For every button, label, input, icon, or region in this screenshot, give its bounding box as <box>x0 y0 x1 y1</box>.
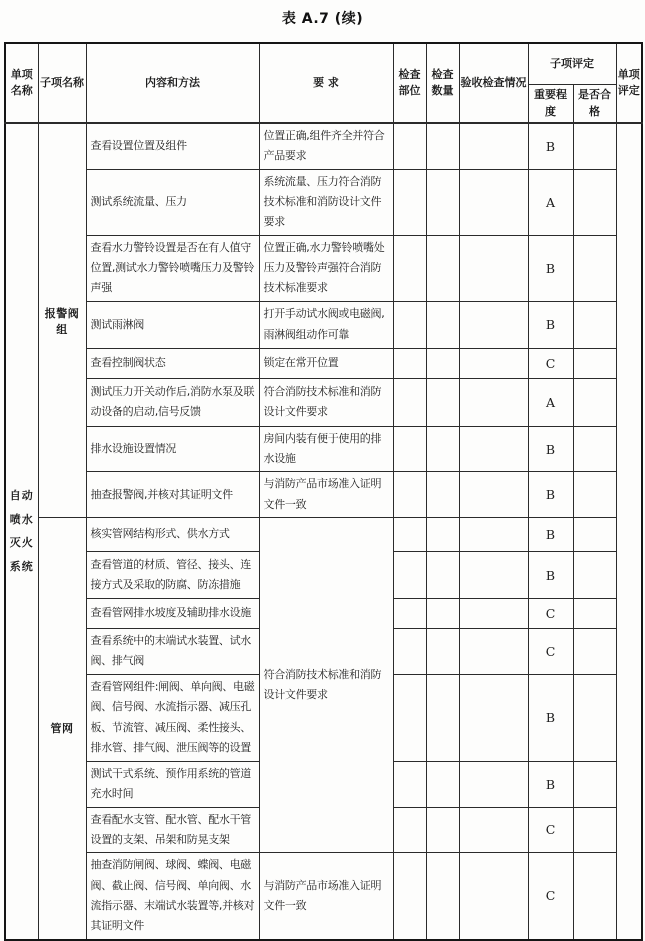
check-location-cell <box>393 301 426 348</box>
importance-grade-cell: C <box>528 853 573 940</box>
content-method-cell: 测试干式系统、预作用系统的管道充水时间 <box>86 761 259 807</box>
importance-grade-cell: B <box>528 301 573 348</box>
content-method-cell: 测试雨淋阀 <box>86 301 259 348</box>
importance-grade-cell: A <box>528 169 573 235</box>
check-quantity-cell <box>426 348 459 378</box>
check-quantity-cell <box>426 426 459 472</box>
importance-grade-cell: B <box>528 552 573 599</box>
acceptance-status-cell <box>459 123 528 169</box>
qualified-cell <box>573 235 616 301</box>
qualified-cell <box>573 378 616 426</box>
check-quantity-cell <box>426 123 459 169</box>
check-location-cell <box>393 235 426 301</box>
check-location-cell <box>393 123 426 169</box>
col-header-check-quantity: 检查数量 <box>426 43 459 123</box>
acceptance-status-cell <box>459 761 528 807</box>
importance-grade-cell: B <box>528 123 573 169</box>
col-header-check-location: 检查部位 <box>393 43 426 123</box>
acceptance-status-cell <box>459 378 528 426</box>
acceptance-status-cell <box>459 235 528 301</box>
check-quantity-cell <box>426 674 459 761</box>
qualified-cell <box>573 123 616 169</box>
table-title: 表 A.7 (续) <box>281 11 364 27</box>
requirement-cell: 房间内装有便于使用的排水设施 <box>259 426 393 472</box>
subitem-name: 管网 <box>38 518 86 940</box>
content-method-cell: 查看控制阀状态 <box>86 348 259 378</box>
content-method-cell: 查看系统中的末端试水装置、试水阀、排气阀 <box>86 629 259 675</box>
table-row <box>5 123 642 169</box>
acceptance-status-cell <box>459 301 528 348</box>
table-row <box>5 235 642 301</box>
shared-requirement-cell: 符合消防技术标准和消防设计文件要求 <box>259 518 393 853</box>
check-location-cell <box>393 853 426 940</box>
qualified-cell <box>573 301 616 348</box>
col-header-subitem-name: 子项名称 <box>38 43 86 123</box>
acceptance-status-cell <box>459 472 528 518</box>
check-location-cell <box>393 629 426 675</box>
importance-grade-cell: B <box>528 235 573 301</box>
importance-grade-cell: B <box>528 674 573 761</box>
qualified-cell <box>573 518 616 552</box>
importance-grade-cell: B <box>528 518 573 552</box>
check-quantity-cell <box>426 629 459 675</box>
table-body <box>5 123 642 940</box>
qualified-cell <box>573 853 616 940</box>
acceptance-inspection-table <box>4 42 643 941</box>
acceptance-status-cell <box>459 853 528 940</box>
content-method-cell: 抽查消防闸阀、球阀、蝶阀、电磁阀、截止阀、信号阀、单向阀、水流指示器、末端试水装置等,并核对其证明文件 <box>86 853 259 940</box>
unit-name-line: 喷水 <box>9 512 34 526</box>
check-location-cell <box>393 761 426 807</box>
importance-grade-cell: C <box>528 599 573 629</box>
table-row <box>5 426 642 472</box>
col-header-acceptance-status: 验收检查情况 <box>459 43 528 123</box>
content-method-cell: 查看管网排水坡度及辅助排水设施 <box>86 599 259 629</box>
table-row <box>5 348 642 378</box>
qualified-cell <box>573 599 616 629</box>
content-method-cell: 测试压力开关动作后,消防水泵及联动设备的启动,信号反馈 <box>86 378 259 426</box>
unit-name <box>5 123 38 940</box>
check-location-cell <box>393 169 426 235</box>
importance-grade-cell: C <box>528 807 573 853</box>
col-header-unit-eval: 单项评定 <box>616 43 642 123</box>
check-quantity-cell <box>426 169 459 235</box>
check-location-cell <box>393 807 426 853</box>
check-quantity-cell <box>426 378 459 426</box>
check-location-cell <box>393 599 426 629</box>
check-quantity-cell <box>426 853 459 940</box>
table-row <box>5 853 642 940</box>
importance-grade-cell: C <box>528 348 573 378</box>
importance-grade-cell: A <box>528 378 573 426</box>
qualified-cell <box>573 348 616 378</box>
check-location-cell <box>393 378 426 426</box>
check-location-cell <box>393 552 426 599</box>
importance-grade-cell: B <box>528 426 573 472</box>
content-method-cell: 抽查报警阀,并核对其证明文件 <box>86 472 259 518</box>
content-method-cell: 查看设置位置及组件 <box>86 123 259 169</box>
check-quantity-cell <box>426 552 459 599</box>
requirement-cell: 与消防产品市场准入证明文件一致 <box>259 472 393 518</box>
requirement-cell: 符合消防技术标准和消防设计文件要求 <box>259 378 393 426</box>
content-method-cell: 查看水力警铃设置是否在有人值守位置,测试水力警铃喷嘴压力及警铃声强 <box>86 235 259 301</box>
acceptance-status-cell <box>459 169 528 235</box>
qualified-cell <box>573 807 616 853</box>
col-header-unit-name: 单项名称 <box>5 43 38 123</box>
table-row <box>5 301 642 348</box>
check-location-cell <box>393 518 426 552</box>
check-quantity-cell <box>426 599 459 629</box>
requirement-cell: 锁定在常开位置 <box>259 348 393 378</box>
requirement-cell: 与消防产品市场准入证明文件一致 <box>259 853 393 940</box>
col-header-requirement: 要 求 <box>259 43 393 123</box>
qualified-cell <box>573 761 616 807</box>
content-method-cell: 查看配水支管、配水管、配水干管设置的支架、吊架和防晃支架 <box>86 807 259 853</box>
acceptance-status-cell <box>459 674 528 761</box>
importance-grade-cell: B <box>528 761 573 807</box>
content-method-cell: 查看管网组件:闸阀、单向阀、电磁阀、信号阀、水流指示器、减压孔板、节流管、减压阀、柔性接头、排水管、排气阀、泄压阀等的设置 <box>86 674 259 761</box>
requirement-cell: 位置正确,水力警铃喷嘴处压力及警铃声强符合消防技术标准要求 <box>259 235 393 301</box>
check-quantity-cell <box>426 807 459 853</box>
table-row <box>5 169 642 235</box>
content-method-cell: 测试系统流量、压力 <box>86 169 259 235</box>
requirement-cell: 位置正确,组件齐全并符合产品要求 <box>259 123 393 169</box>
table-header <box>5 43 642 123</box>
check-location-cell <box>393 426 426 472</box>
table-row <box>5 378 642 426</box>
content-method-cell: 查看管道的材质、管径、接头、连接方式及采取的防腐、防冻措施 <box>86 552 259 599</box>
content-method-cell: 排水设施设置情况 <box>86 426 259 472</box>
check-quantity-cell <box>426 761 459 807</box>
col-header-content-method: 内容和方法 <box>86 43 259 123</box>
qualified-cell <box>573 552 616 599</box>
table-row <box>5 472 642 518</box>
qualified-cell <box>573 472 616 518</box>
check-quantity-cell <box>426 472 459 518</box>
acceptance-status-cell <box>459 552 528 599</box>
qualified-cell <box>573 674 616 761</box>
check-location-cell <box>393 674 426 761</box>
check-location-cell <box>393 348 426 378</box>
acceptance-status-cell <box>459 807 528 853</box>
check-quantity-cell <box>426 518 459 552</box>
subitem-name: 报警阀组 <box>38 123 86 518</box>
unit-name-line: 灭火 <box>9 536 34 550</box>
unit-name-line: 系统 <box>9 559 34 573</box>
unit-name-line: 自动 <box>9 489 34 502</box>
requirement-cell: 系统流量、压力符合消防技术标准和消防设计文件要求 <box>259 169 393 235</box>
acceptance-status-cell <box>459 629 528 675</box>
check-location-cell <box>393 472 426 518</box>
acceptance-status-cell <box>459 426 528 472</box>
importance-grade-cell: B <box>528 472 573 518</box>
check-quantity-cell <box>426 235 459 301</box>
qualified-cell <box>573 629 616 675</box>
unit-eval-cell <box>616 123 642 940</box>
check-quantity-cell <box>426 301 459 348</box>
requirement-cell: 打开手动试水阀或电磁阀,雨淋阀组动作可靠 <box>259 301 393 348</box>
qualified-cell <box>573 426 616 472</box>
table-row <box>5 518 642 552</box>
acceptance-status-cell <box>459 599 528 629</box>
acceptance-status-cell <box>459 518 528 552</box>
col-header-importance: 重要程度 <box>528 85 573 124</box>
col-header-qualified: 是否合格 <box>573 85 616 124</box>
acceptance-status-cell <box>459 348 528 378</box>
qualified-cell <box>573 169 616 235</box>
importance-grade-cell: C <box>528 629 573 675</box>
col-header-subitem-eval: 子项评定 <box>528 43 616 85</box>
content-method-cell: 核实管网结构形式、供水方式 <box>86 518 259 552</box>
